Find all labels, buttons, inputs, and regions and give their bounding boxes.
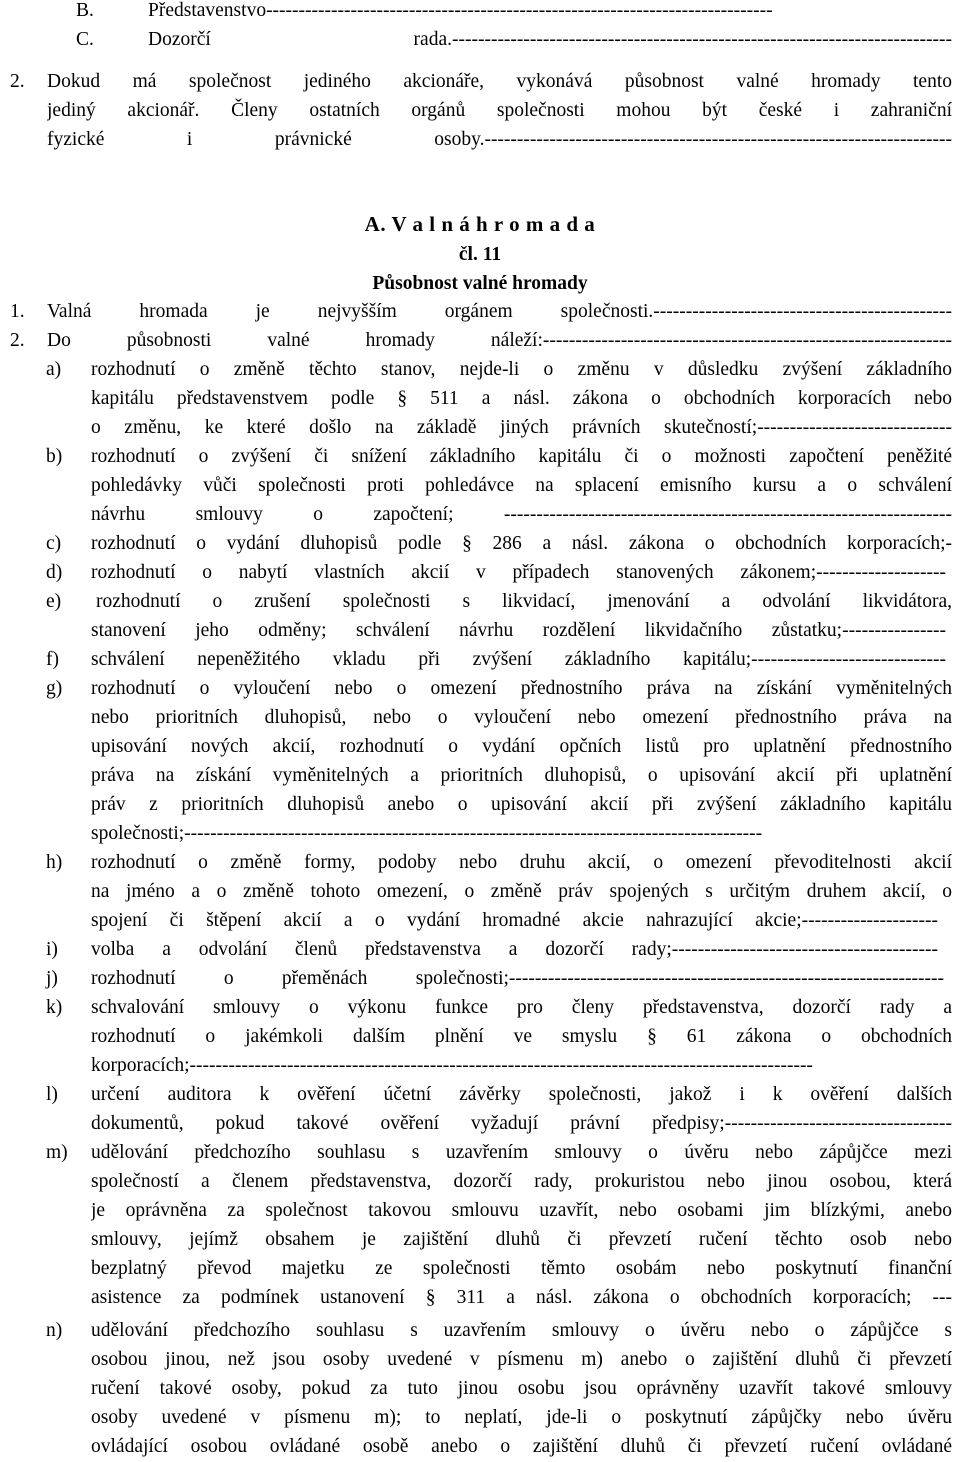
item-text: pohledávky vůči společnosti proti pohledávce na splacení emisního kursu a o schválení bbox=[91, 475, 952, 496]
item-text: práva na získání vyměnitelných a prioritních dluhopisů, o upisování akcií při uplatnění bbox=[91, 765, 952, 786]
item-label: j) bbox=[46, 968, 58, 989]
item-label: i) bbox=[46, 939, 58, 960]
item-text: práv z prioritních dluhopisů anebo o upisování akcií při zvýšení základního kapitálu bbox=[91, 794, 952, 815]
item-text: na jméno a o změně tohoto omezení, o změně práv spojených s určitým druhem akcií, o bbox=[91, 881, 952, 902]
item-label: n) bbox=[46, 1320, 63, 1341]
item-text: bezplatný převod majetku ze společnosti těmto osobám nebo poskytnutí finanční bbox=[91, 1258, 952, 1279]
item-text: udělování předchozího souhlasu s uzavřením smlouvy o úvěru nebo o zápůjčce s bbox=[91, 1320, 952, 1341]
item-text: rozhodnutí o nabytí vlastních akcií v případech stanovených zákonem;-------------------- bbox=[91, 562, 946, 583]
paragraph-text: Dokud má společnost jediného akcionáře, vykonává působnost valné hromady tento bbox=[47, 71, 952, 92]
item-text: je oprávněna za společnost takovou smlouvu uzavřít, nebo osobami jim blízkými, anebo bbox=[91, 1200, 952, 1221]
item-text: nebo prioritních dluhopisů, nebo o vyloučení nebo omezení přednostního práva na bbox=[91, 707, 952, 728]
item-label: g) bbox=[46, 678, 63, 699]
item-text: rozhodnutí o změně těchto stanov, nejde-li o změnu v důsledku zvýšení základního bbox=[91, 359, 952, 380]
item-text: Dozorčí rada.----------------------------------------------------------------------------- bbox=[148, 29, 952, 50]
paragraph-text: Do působnosti valné hromady náleží:--------------------------------------------------------------- bbox=[47, 330, 952, 351]
item-label: b) bbox=[46, 446, 63, 467]
item-text: volba a odvolání členů představenstva a dozorčí rady;----------------------------------------- bbox=[91, 939, 938, 960]
item-text: asistence za podmínek ustanovení § 311 a násl. zákona o obchodních korporacích; --- bbox=[91, 1287, 952, 1308]
section-title: A. V a l n á h r o m a d a bbox=[364, 212, 596, 236]
item-text: upisování nových akcií, rozhodnutí o vydání opčních listů pro uplatnění přednostního bbox=[91, 736, 952, 757]
article-subtitle: Působnost valné hromady bbox=[372, 273, 588, 294]
item-text: korporacích;------------------------------------------------------------------------------------------------ bbox=[91, 1055, 813, 1076]
item-text: rozhodnutí o jakémkoli dalším plnění ve smyslu § 61 zákona o obchodních bbox=[91, 1026, 952, 1047]
item-label: k) bbox=[46, 997, 63, 1018]
item-text: udělování předchozího souhlasu s uzavřením smlouvy o úvěru nebo zápůjčce mezi bbox=[91, 1142, 952, 1163]
item-text: rozhodnutí o změně formy, podoby nebo druhu akcií, o omezení převoditelnosti akcií bbox=[91, 852, 952, 873]
item-text: osoby uvedené v písmenu m); to neplatí, jde-li o poskytnutí zápůjčky nebo úvěru bbox=[91, 1407, 952, 1428]
paragraph-text: fyzické i právnické osoby.------------------------------------------------------------------------ bbox=[47, 129, 952, 150]
paragraph-text: jediný akcionář. Členy ostatních orgánů společnosti mohou být české i zahraniční bbox=[47, 100, 952, 121]
item-text: dokumentů, pokud takové ověření vyžadují právní předpisy;----------------------------------- bbox=[91, 1113, 952, 1134]
item-label: a) bbox=[46, 359, 62, 380]
item-text: schválení nepeněžitého vkladu při zvýšení základního kapitálu;------------------------------ bbox=[91, 649, 946, 670]
item-number: B. bbox=[76, 0, 94, 21]
item-text: spojení či štěpení akcií a o vydání hromadné akcie nahrazující akcie;--------------------- bbox=[91, 910, 938, 931]
item-label: d) bbox=[46, 562, 63, 583]
item-text: rozhodnutí o přeměnách společnosti;------------------------------------------------------------------- bbox=[91, 968, 944, 989]
item-text: o změnu, ke které došlo na základě jiných právních skutečností;------------------------------ bbox=[91, 417, 952, 438]
paragraph-number: 1. bbox=[10, 301, 25, 322]
item-text: společností a členem představenstva, dozorčí rady, prokuristou nebo jinou osobou, která bbox=[91, 1171, 952, 1192]
item-number: C. bbox=[76, 29, 94, 50]
item-text: smlouvy, jejímž obsahem je zajištění dluhů či převzetí ručení těchto osob nebo bbox=[91, 1229, 952, 1250]
item-text: rozhodnutí o zrušení společnosti s likvidací, jmenování a odvolání likvidátora, bbox=[96, 591, 952, 612]
item-text: Představenstvo------------------------------------------------------------------------------ bbox=[148, 0, 773, 21]
item-text: osobou jinou, než jsou osoby uvedené v písmenu m) anebo o zajištění dluhů či převzetí bbox=[91, 1349, 952, 1370]
item-text: rozhodnutí o zvýšení či snížení základního kapitálu či o možnosti započtení peněžité bbox=[91, 446, 952, 467]
paragraph-number: 2. bbox=[10, 330, 25, 351]
item-label: c) bbox=[46, 533, 62, 554]
item-text: rozhodnutí o vydání dluhopisů podle § 286 a násl. zákona o obchodních korporacích;- bbox=[91, 533, 952, 554]
item-text: společnosti;----------------------------------------------------------------------------------------- bbox=[91, 823, 763, 844]
item-text: návrhu smlouvy o započtení; --------------------------------------------------------------------- bbox=[91, 504, 952, 525]
item-text: určení auditora k ověření účetní závěrky společnosti, jakož i k ověření dalších bbox=[91, 1084, 952, 1105]
item-text: schvalování smlouvy o výkonu funkce pro členy představenstva, dozorčí rady a bbox=[91, 997, 952, 1018]
item-text: rozhodnutí o vyloučení nebo o omezení přednostního práva na získání vyměnitelných bbox=[91, 678, 952, 699]
item-text: ručení takové osoby, pokud za tuto jinou osobu jsou oprávněny uzavřít takové smlouvy bbox=[91, 1378, 952, 1399]
paragraph-number: 2. bbox=[10, 71, 25, 92]
item-label: m) bbox=[46, 1142, 68, 1163]
item-label: e) bbox=[46, 591, 62, 612]
paragraph-text: Valná hromada je nejvyšším orgánem společnosti.---------------------------------------------- bbox=[47, 301, 952, 322]
item-text: ovládající osobou ovládané osobě anebo o zajištění dluhů či převzetí ručení ovládané bbox=[91, 1436, 952, 1457]
item-text: stanovení jeho odměny; schválení návrhu rozdělení likvidačního zůstatku;---------------- bbox=[91, 620, 946, 641]
item-label: f) bbox=[46, 649, 59, 670]
article-number: čl. 11 bbox=[458, 244, 502, 265]
item-label: h) bbox=[46, 852, 63, 873]
item-label: l) bbox=[46, 1084, 58, 1105]
item-text: kapitálu představenstvem podle § 511 a násl. zákona o obchodních korporacích nebo bbox=[91, 388, 952, 409]
